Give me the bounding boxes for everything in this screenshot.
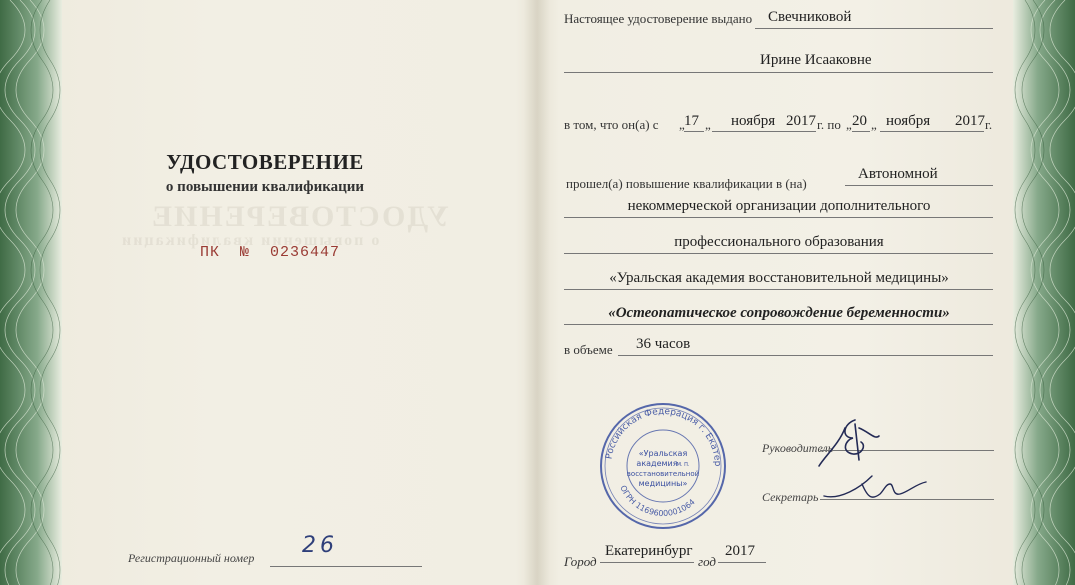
city-label: Город [564, 554, 597, 569]
issued-label: Настоящее удостоверение выдано [564, 11, 753, 26]
stamp-inner-1: «Уральская [638, 449, 688, 458]
recipient-surname: Свечниковой [768, 9, 852, 25]
secretary-label: Секретарь [762, 490, 819, 504]
registration-label: Регистрационный номер [128, 551, 255, 565]
to-month-line [880, 131, 984, 132]
to-quote-close: „ [871, 117, 877, 132]
secretary-signature [820, 470, 930, 515]
passed-label: прошел(а) повышение квалификации в (на) [566, 176, 807, 191]
org-line-1: Автономной [858, 166, 938, 182]
org-line-4: «Уральская академия восстановительной медицины» [609, 270, 949, 286]
city-line [600, 562, 694, 563]
period-prefix: в том, что он(а) с [564, 117, 659, 132]
org-line-1-rule [845, 185, 993, 186]
left-guilloche-border [0, 0, 62, 585]
registration-line [270, 566, 422, 567]
volume-value: 36 часов [636, 336, 691, 352]
course-title: «Остеопатическое сопровождение беременности» [608, 305, 950, 321]
year-value: 2017 [725, 543, 755, 559]
stamp-mp: М. П. [676, 462, 690, 468]
org-line-2: некоммерческой организации дополнительного [627, 198, 931, 214]
surname-line [755, 28, 993, 29]
org-line-3-rule [564, 253, 993, 254]
stamp-ogrn: ОГРН 1169600001064 [618, 483, 697, 519]
year-label: год [698, 554, 716, 569]
svg-text:ОГРН 1169600001064 [618, 484, 697, 518]
year-line [718, 562, 766, 563]
stamp-inner-3: восстановительной [626, 470, 700, 478]
head-label: Руководитель [762, 441, 834, 455]
volume-label: в объеме [564, 342, 613, 357]
serial-number: ПК № 0236447 [200, 244, 341, 261]
from-quote-open: „ [679, 117, 685, 132]
course-rule [564, 324, 993, 325]
stamp-inner-4: медицины» [638, 479, 688, 488]
period-g-po: г. по [817, 117, 841, 132]
bleed-through-title: УДОСТОВЕРЕНИЕ [150, 200, 449, 233]
organization-stamp [597, 400, 729, 532]
from-month: ноября [731, 113, 776, 129]
recipient-name: Ирине Исааковне [760, 52, 872, 68]
certificate-subtitle: о повышении квалификации [165, 179, 365, 195]
from-day: 17 [684, 113, 699, 129]
to-quote-open: „ [846, 117, 852, 132]
from-quote-close: „ [705, 117, 711, 132]
to-day: 20 [852, 113, 867, 129]
from-day-line [684, 131, 704, 132]
org-line-3: профессионального образования [674, 234, 884, 250]
city-value: Екатеринбург [605, 543, 693, 559]
volume-rule [618, 355, 993, 356]
name-line [564, 72, 993, 73]
right-guilloche-border [1013, 0, 1075, 585]
from-year: 2017 [786, 113, 816, 129]
stamp-inner-2: академия [636, 459, 678, 468]
to-day-line [852, 131, 870, 132]
bleed-through-subtitle: о повышении квалификации [120, 232, 380, 249]
to-month: ноября [886, 113, 931, 129]
org-line-2-rule [564, 217, 993, 218]
period-g-end: г. [985, 117, 993, 132]
certificate-title: УДОСТОВЕРЕНИЕ [166, 150, 364, 174]
center-fold [524, 0, 550, 585]
to-year: 2017 [955, 113, 985, 129]
from-month-line [712, 131, 816, 132]
stamp-outer-text: Российская Федерация г. Екатер [604, 406, 723, 467]
registration-number: 26 [302, 533, 338, 558]
org-line-4-rule [564, 289, 993, 290]
